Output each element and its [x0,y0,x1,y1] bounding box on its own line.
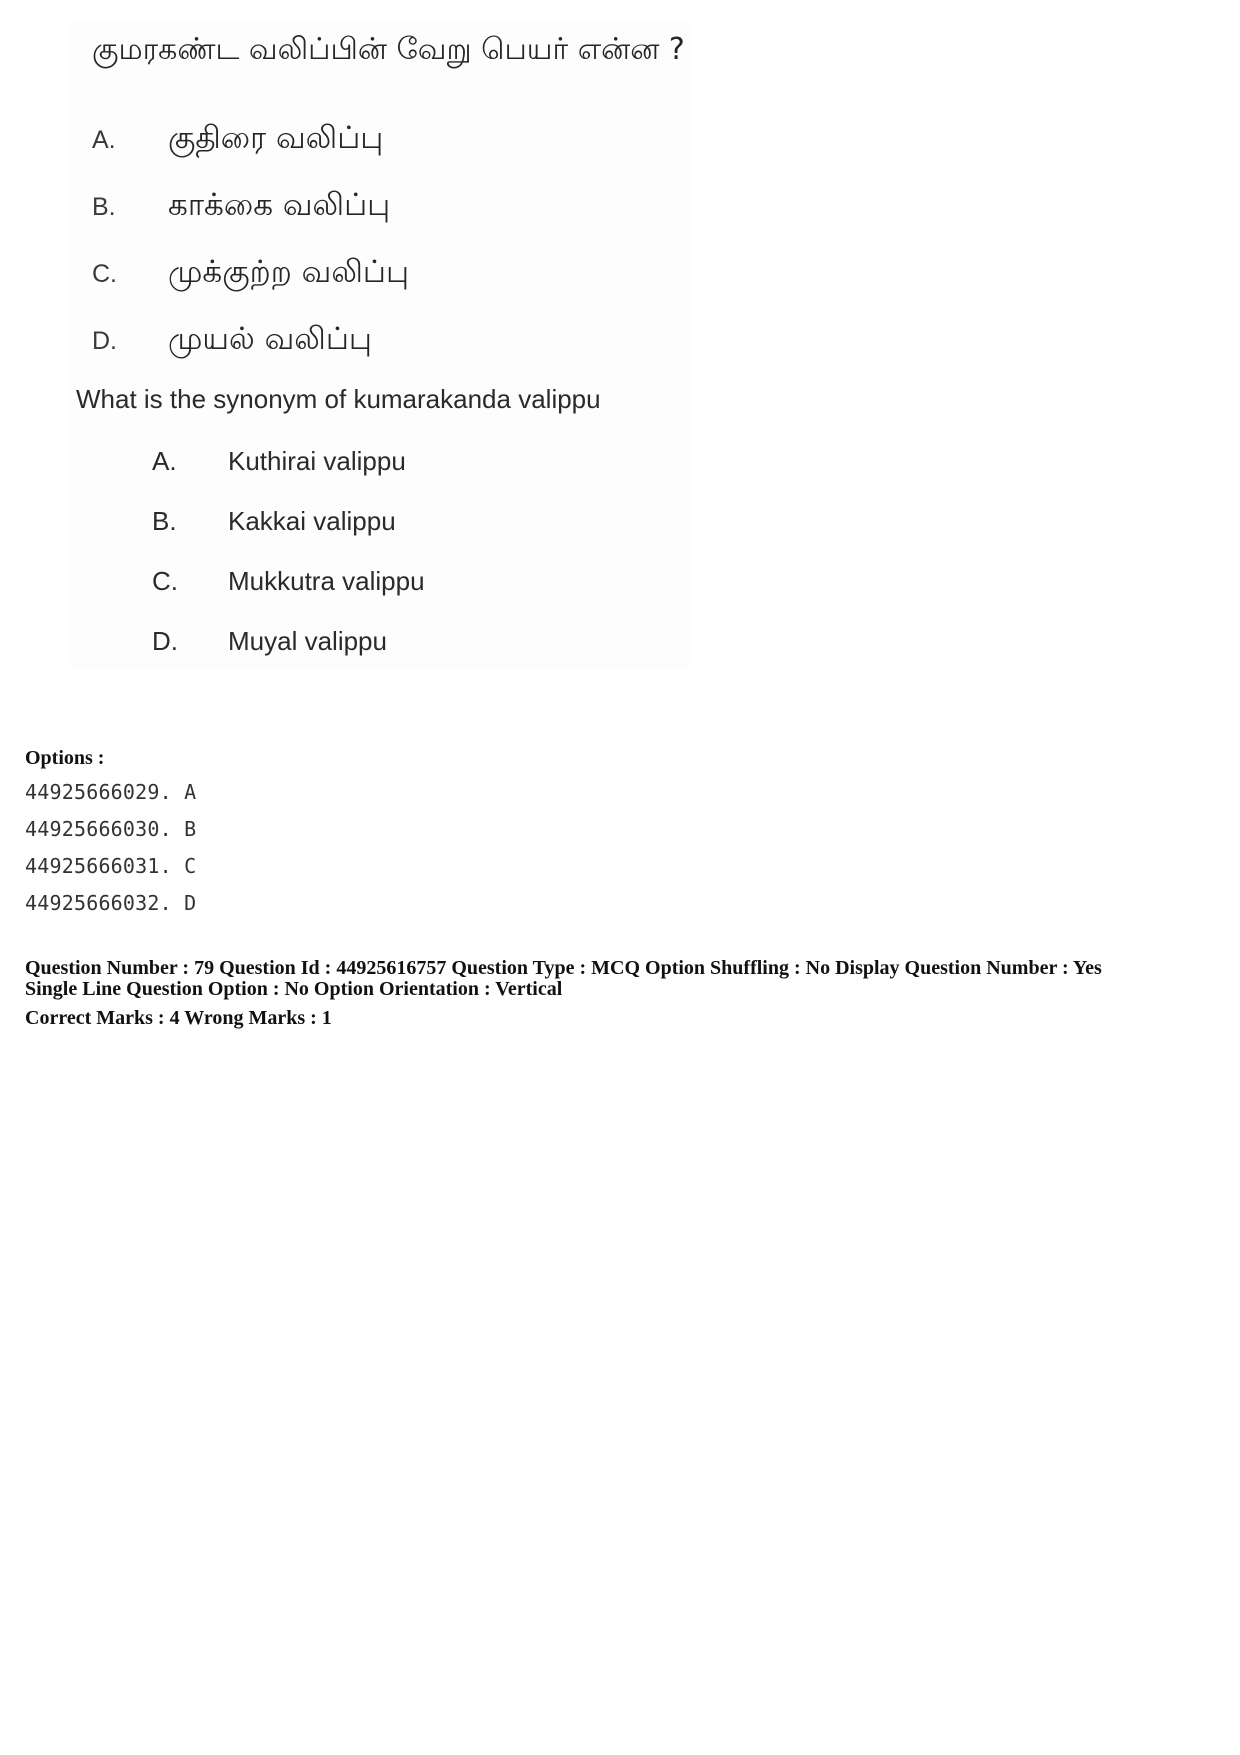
option-text: Mukkutra valippu [228,566,425,596]
option-text: முயல் வலிப்பு [168,321,372,357]
english-option-d [152,626,387,657]
option-id-b: 44925666030. B [25,817,197,841]
option-text: குதிரை வலிப்பு [168,120,384,156]
english-question: What is the synonym of kumarakanda valippu [76,384,601,414]
tamil-option-d [92,321,372,361]
option-label: B. [152,506,177,536]
tamil-option-a [92,120,383,160]
marks-line: Correct Marks : 4 Wrong Marks : 1 [25,1007,332,1029]
options-heading: Options : [25,747,105,769]
question-image [70,20,690,670]
option-label: C. [92,260,117,288]
option-label: D. [152,626,178,656]
option-label: D. [92,327,117,355]
tamil-option-c [92,254,409,294]
option-text: Kakkai valippu [228,506,396,536]
tamil-option-b [92,187,390,227]
option-id-a: 44925666029. A [25,780,197,804]
option-label: C. [152,566,178,596]
english-option-c [152,566,425,597]
english-option-b [152,506,396,537]
option-text: காக்கை வலிப்பு [168,187,391,223]
option-text: முக்குற்ற வலிப்பு [168,254,410,290]
option-text: Kuthirai valippu [228,446,406,476]
option-label: B. [92,193,116,221]
option-text: Muyal valippu [228,626,387,656]
tamil-question: குமரகண்ட வலிப்பின் வேறு பெயர் என்ன ? [92,32,685,67]
option-id-d: 44925666032. D [25,891,197,915]
option-id-c: 44925666031. C [25,854,197,878]
question-meta-line2: Single Line Question Option : No Option Orientation : Vertical [25,978,563,1000]
question-meta-line1: Question Number : 79 Question Id : 44925616757 Question Type : MCQ Option Shuffling : No Display Question Number : Yes [25,957,1102,979]
option-label: A. [92,126,116,154]
option-label: A. [152,446,177,476]
english-option-a [152,446,406,477]
